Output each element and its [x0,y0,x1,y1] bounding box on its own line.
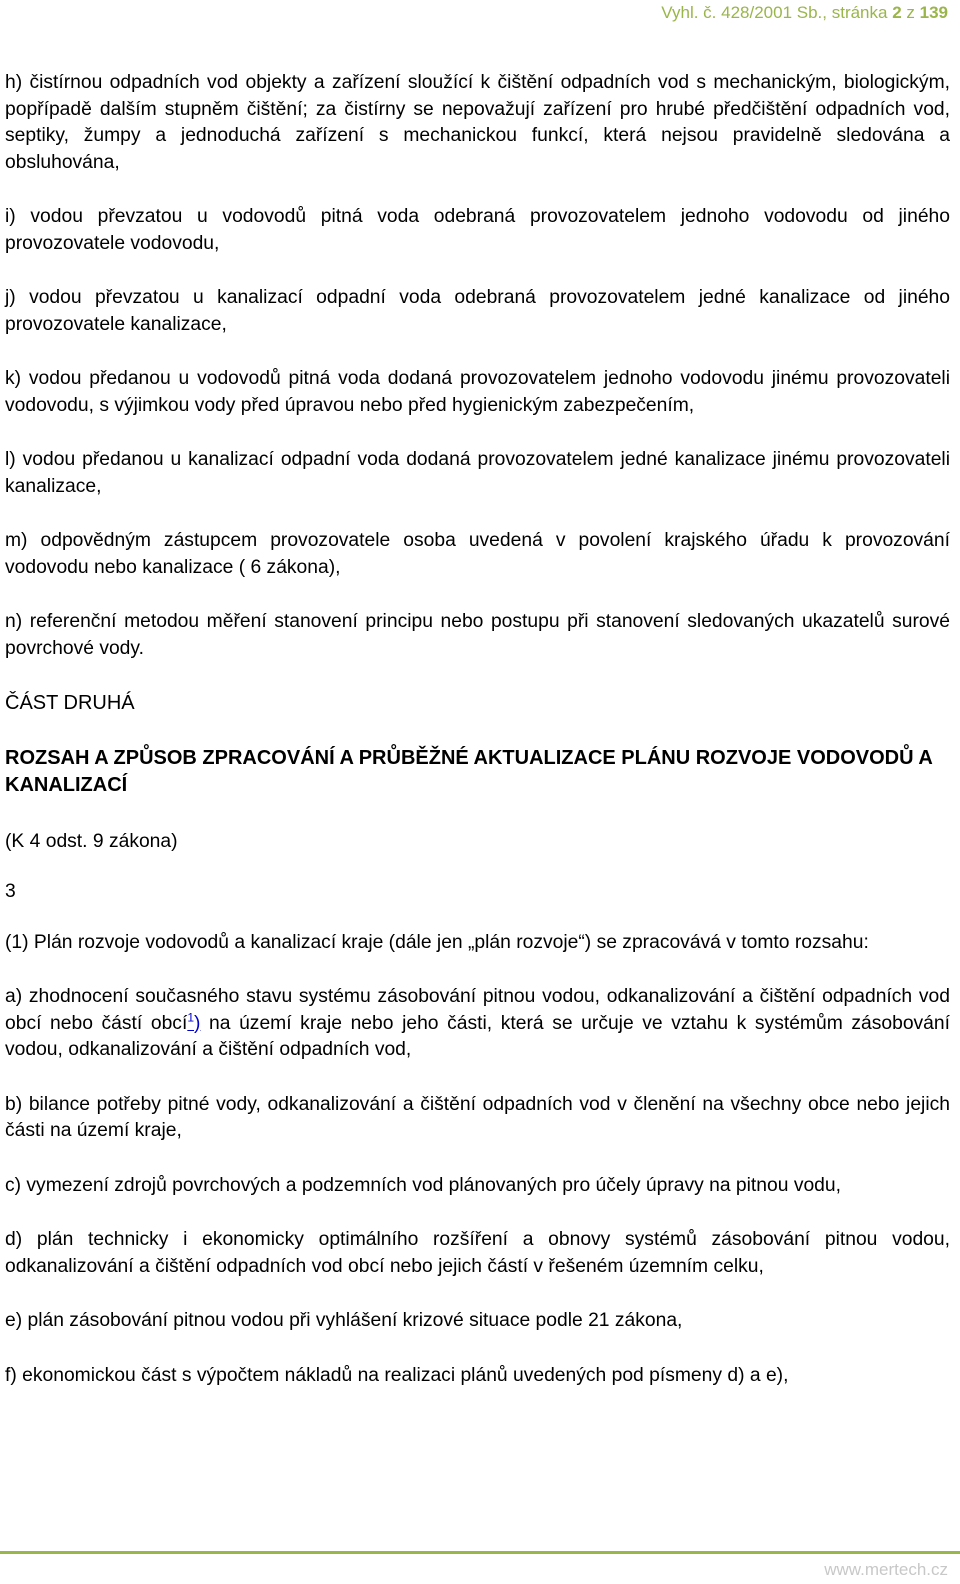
header-page-number: 2 [892,3,902,22]
footnote-paren: ) [194,1012,201,1034]
footer-divider [0,1551,960,1554]
header-prefix: Vyhl. č. 428/2001 Sb., stránka [661,3,893,22]
item-a-text-cont: na území kraje nebo jeho části, která se určuje ve vztahu k systémům zásobování vodou, odkanalizování a čištění odpadních vod, [5,1012,950,1060]
definition-i: i) vodou převzatou u vodovodů pitná voda odebraná provozovatelem jednoho vodovodu od jiného provozovatele vodovodu, [5,206,950,254]
footer-site: www.mertech.cz [824,1560,948,1579]
definition-m: m) odpovědným zástupcem provozovatele osoba uvedená v povolení krajského úřadu k provozování vodovodu nebo kanalizace ( 6 zákona), [5,530,950,578]
document-body [5,70,950,1417]
definition-n: n) referenční metodou měření stanovení principu nebo postupu při stanovení sledovaných ukazatelů surové povrchové vody. [5,611,950,659]
part-reference: (K 4 odst. 9 zákona) [5,830,178,852]
header-page-total: 139 [919,3,948,22]
section-heading: 3 [5,881,16,902]
section3-item-e: e) plán zásobování pitnou vodou při vyhlášení krizové situace podle 21 zákona, [5,1310,683,1331]
footnote-link[interactable] [187,1010,201,1034]
header-sep: z [901,3,920,22]
section3-item-c: c) vymezení zdrojů povrchových a podzemních vod plánovaných pro účely úpravy na pitnou vodu, [5,1174,841,1196]
definition-h: h) čistírnou odpadních vod objekty a zařízení sloužící k čištění odpadních vod s mechanickým, biologickým, popřípadě dalším stupněm čištění; za čistírny se nepovažují zařízení pro hrubé předčištění odpadních vod, septiky, žumpy a jednoduchá zařízení s mechanickou funkcí, která nejsou pravidelně sledována a obsluhována, [5,72,950,173]
section3-item-b: b) bilance potřeby pitné vody, odkanalizování a čištění odpadních vod v členění na všechny obce nebo jejich části na území kraje, [5,1093,950,1141]
section3-item-f: f) ekonomickou část s výpočtem nákladů na realizaci plánů uvedených pod písmeny d) a e), [5,1364,789,1386]
footnote-number: 1 [187,1010,194,1025]
section3-item-d: d) plán technicky i ekonomicky optimálního rozšíření a obnovy systémů zásobování pitnou vodou, odkanalizování a čištění odpadních vod obcí nebo jejich částí v řešeném územním celku, [5,1229,950,1277]
part-label: ČÁST DRUHÁ [5,692,135,714]
definition-j: j) vodou převzatou u kanalizací odpadní voda odebraná provozovatelem jedné kanalizace od jiného provozovatele kanalizace, [5,287,950,335]
item-a-text: a) zhodnocení současného stavu systému zásobování pitnou vodou, odkanalizování a čištění odpadních vod obcí nebo částí obcí [5,986,950,1034]
definition-l: l) vodou předanou u kanalizací odpadní voda dodaná provozovatelem jedné kanalizace jinému provozovateli kanalizace, [5,449,950,497]
page-header [661,0,948,26]
section3-paragraph-1: (1) Plán rozvoje vodovodů a kanalizací kraje (dále jen „plán rozvoje“) se zpracovává v tomto rozsahu: [5,931,869,953]
definition-k: k) vodou předanou u vodovodů pitná voda dodaná provozovatelem jednoho vodovodu jinému provozovateli vodovodu, s výjimkou vody před úpravou nebo před hygienickým zabezpečením, [5,368,950,416]
section3-item-a [5,984,950,1064]
part-title: ROZSAH A ZPŮSOB ZPRACOVÁNÍ A PRŮBĚŽNÉ AKTUALIZACE PLÁNU ROZVOJE VODOVODŮ A KANALIZACÍ [5,746,933,796]
